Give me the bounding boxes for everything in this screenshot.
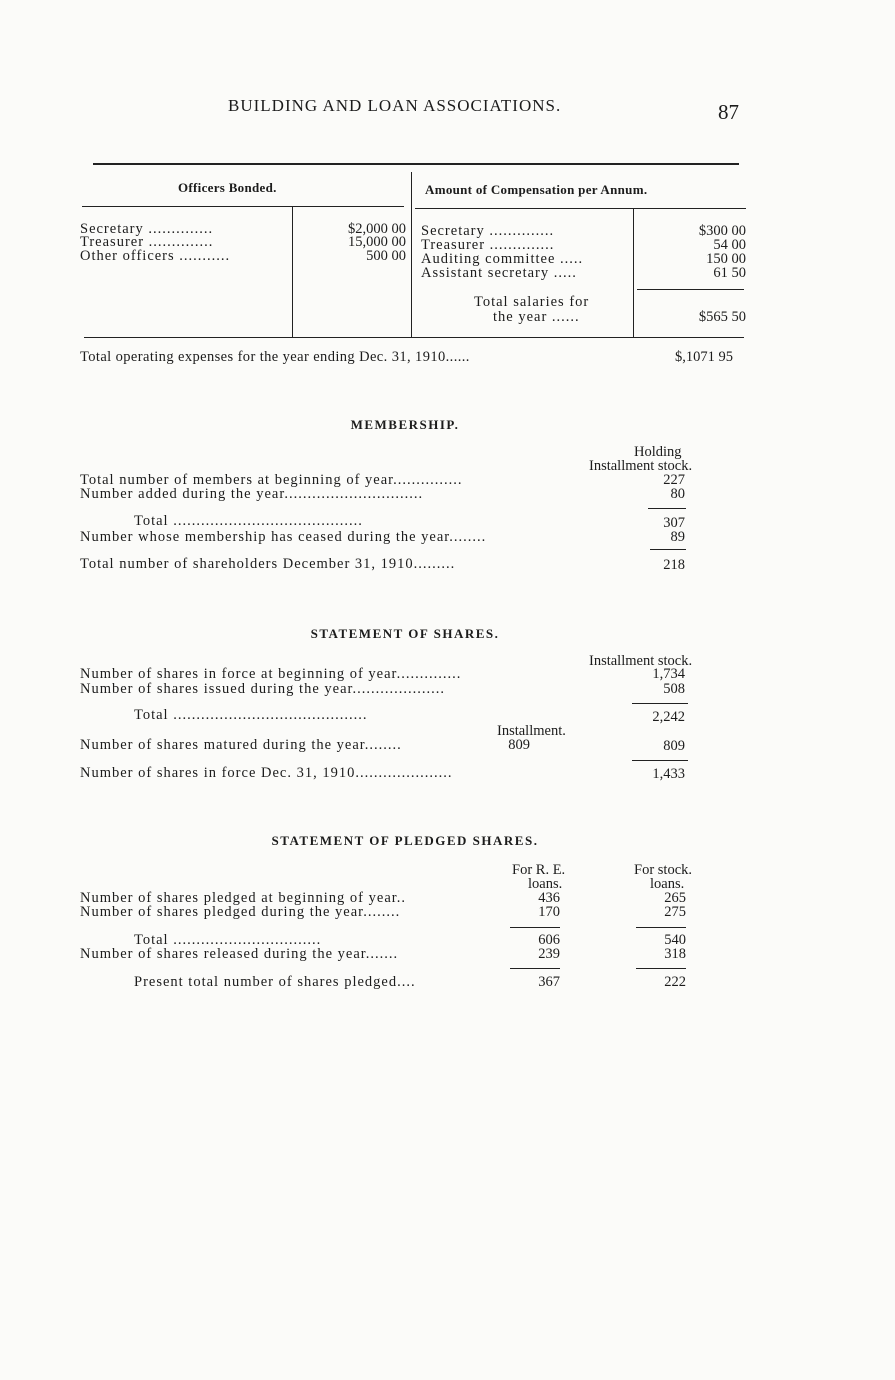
pledged-stock-during: 275 — [664, 904, 686, 920]
membership-label-added: Number added during the year.............................. — [80, 486, 424, 502]
total-salaries-label-1: Total salaries for — [474, 294, 590, 310]
shares-col-header: Installment stock. — [589, 653, 693, 669]
membership-total-rule — [648, 508, 686, 509]
pledged-re-present: 367 — [538, 974, 560, 990]
pledged-label-during: Number of shares pledged during the year........ — [80, 904, 401, 920]
shares-title: STATEMENT OF SHARES. — [310, 626, 500, 641]
comp-value-treasurer: 54 00 — [713, 237, 746, 253]
pledged-label-released: Number of shares released during the year....... — [80, 946, 399, 962]
pledged-re-total-rule — [510, 927, 560, 928]
pledged-col2-header-2: loans. — [650, 876, 685, 892]
pledged-label-beginning: Number of shares pledged at beginning of year.. — [80, 890, 407, 906]
shares-label-in-force: Number of shares in force Dec. 31, 1910..................... — [80, 765, 453, 781]
page-number: 87 — [718, 100, 739, 124]
pledged-re-beginning: 436 — [538, 890, 560, 906]
table-bottom-rule — [84, 337, 744, 338]
membership-value-ceased: 89 — [670, 529, 685, 545]
shares-label-issued: Number of shares issued during the year.................... — [80, 681, 446, 697]
comp-label-treasurer: Treasurer .............. — [421, 237, 555, 253]
bonded-value-treasurer: 15,000 00 — [348, 234, 406, 250]
pledged-re-released: 239 — [538, 946, 560, 962]
total-operating-value: $,1071 95 — [675, 349, 733, 365]
comp-value-rule — [633, 209, 634, 337]
total-salaries-label-2: the year ...... — [493, 309, 580, 325]
membership-col-header-1: Holding — [634, 444, 682, 460]
comp-subtotal-rule — [637, 289, 744, 290]
membership-label-beginning: Total number of members at beginning of year............... — [80, 472, 463, 488]
pledged-label-present: Present total number of shares pledged.... — [134, 974, 416, 990]
comp-value-auditing: 150 00 — [706, 251, 746, 267]
comp-value-assistant: 61 50 — [713, 265, 746, 281]
membership-final-rule — [650, 549, 686, 550]
membership-col-header-2: Installment stock. — [589, 458, 693, 474]
pledged-label-total: Total ................................ — [134, 932, 322, 948]
comp-label-secretary: Secretary .............. — [421, 223, 555, 239]
membership-label-shareholders: Total number of shareholders December 31, 1910......... — [80, 556, 456, 572]
table-center-rule — [411, 172, 412, 337]
officers-bonded-header: Officers Bonded. — [178, 180, 277, 195]
pledged-col1-header-1: For R. E. — [512, 862, 566, 878]
table-top-rule — [93, 163, 739, 165]
shares-matured-sub-header: Installment. — [497, 723, 566, 739]
shares-final-rule — [632, 760, 688, 761]
shares-value-matured: 809 — [663, 738, 685, 754]
pledged-stock-total-rule — [636, 927, 686, 928]
shares-label-matured: Number of shares matured during the year........ — [80, 737, 402, 753]
bonded-label-treasurer: Treasurer .............. — [80, 234, 214, 250]
comp-value-secretary: $300 00 — [698, 223, 746, 239]
pledged-stock-final-rule — [636, 968, 686, 969]
bonded-value-secretary: $2,000 00 — [348, 221, 406, 237]
total-salaries-value: $565 50 — [698, 309, 746, 325]
comp-header-rule — [415, 208, 746, 209]
total-operating-label: Total operating expenses for the year ending Dec. 31, 1910...... — [80, 349, 470, 365]
pledged-re-during: 170 — [538, 904, 560, 920]
pledged-title: STATEMENT OF PLEDGED SHARES. — [271, 833, 539, 848]
compensation-header: Amount of Compensation per Annum. — [425, 182, 648, 197]
membership-label-total: Total ......................................... — [134, 513, 363, 529]
pledged-stock-beginning: 265 — [664, 890, 686, 906]
membership-value-shareholders: 218 — [663, 557, 685, 573]
shares-total-rule — [632, 703, 688, 704]
pledged-stock-total: 540 — [664, 932, 686, 948]
pledged-col2-header-1: For stock. — [634, 862, 692, 878]
shares-value-in-force: 1,433 — [652, 766, 685, 782]
membership-title: MEMBERSHIP. — [350, 417, 460, 432]
pledged-stock-released: 318 — [664, 946, 686, 962]
pledged-col1-header-2: loans. — [528, 876, 563, 892]
bonded-header-rule — [82, 206, 404, 207]
comp-label-assistant: Assistant secretary ..... — [421, 265, 577, 281]
pledged-stock-present: 222 — [664, 974, 686, 990]
bonded-label-other: Other officers ........... — [80, 248, 231, 264]
membership-value-beginning: 227 — [663, 472, 685, 488]
bonded-value-other: 500 00 — [366, 248, 406, 264]
shares-value-beginning: 1,734 — [652, 666, 685, 682]
bonded-value-rule — [292, 207, 293, 337]
membership-value-added: 80 — [670, 486, 685, 502]
pledged-re-total: 606 — [538, 932, 560, 948]
bonded-label-secretary: Secretary .............. — [80, 221, 214, 237]
shares-matured-installment: 809 — [508, 737, 530, 753]
shares-value-total: 2,242 — [652, 709, 685, 725]
shares-value-issued: 508 — [663, 681, 685, 697]
pledged-re-final-rule — [510, 968, 560, 969]
running-title: BUILDING AND LOAN ASSOCIATIONS. — [228, 96, 562, 115]
shares-label-beginning: Number of shares in force at beginning of year.............. — [80, 666, 462, 682]
shares-label-total: Total .......................................... — [134, 707, 368, 723]
membership-label-ceased: Number whose membership has ceased during the year........ — [80, 529, 487, 545]
comp-label-auditing: Auditing committee ..... — [421, 251, 584, 267]
membership-value-total: 307 — [663, 515, 685, 531]
